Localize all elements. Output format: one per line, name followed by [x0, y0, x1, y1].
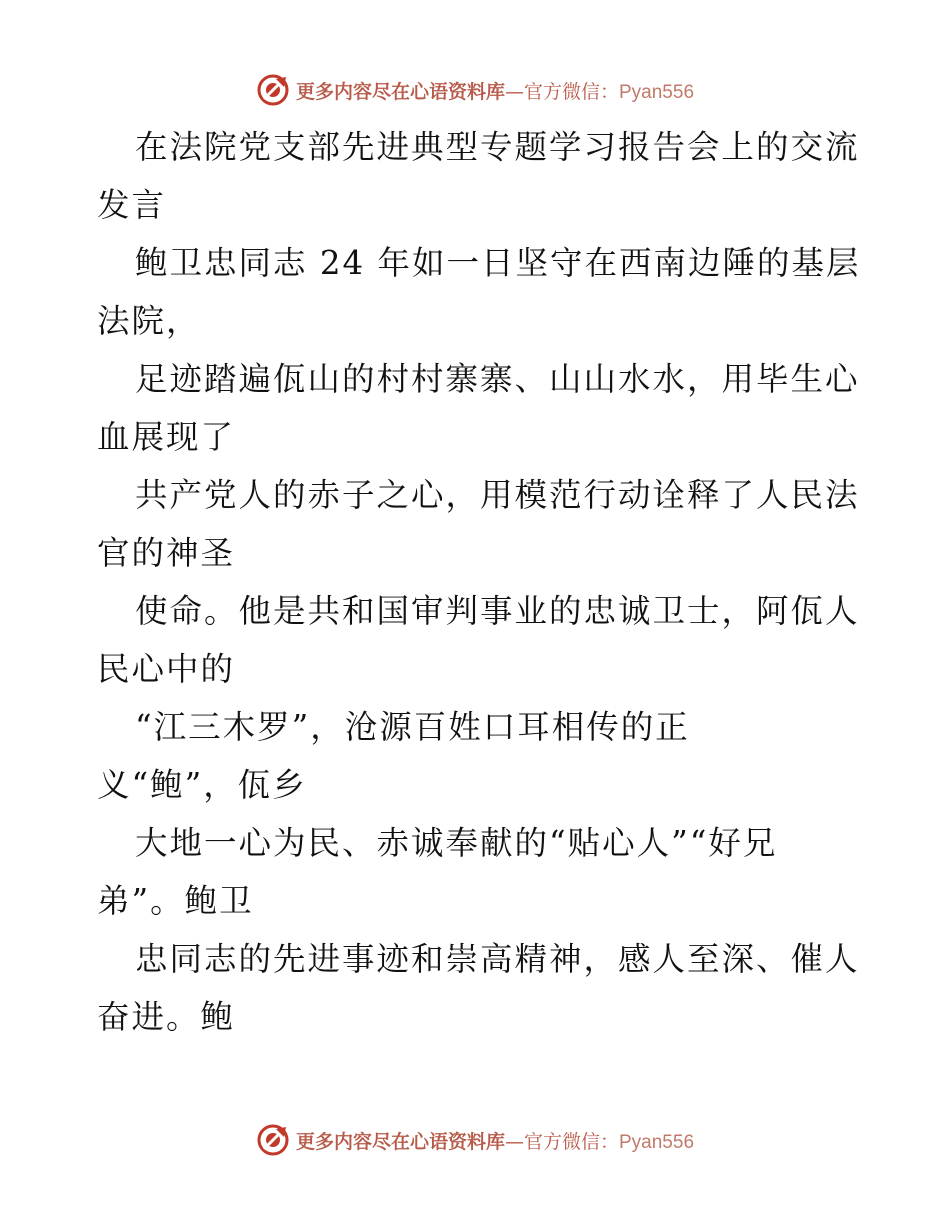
text-line: 忠同志的先进事迹和崇高精神，感人至深、催人	[135, 940, 860, 978]
header-banner	[0, 70, 950, 110]
text-line: 法院，	[97, 302, 201, 340]
text-line: 发言	[97, 186, 167, 224]
banner-brand: 更多内容尽在心语资料库	[295, 1130, 505, 1153]
text-line: 官的神圣	[97, 534, 236, 572]
text-line: “江三木罗”，沧源百姓口耳相传的正	[135, 708, 690, 746]
text-line: 民心中的	[97, 650, 236, 688]
text-line: 大地一心为民、赤诚奉献的“贴心人”“好兄	[135, 824, 778, 862]
logo-icon	[256, 1123, 290, 1157]
banner-wechat-label: 官方微信：	[523, 80, 619, 103]
document-body	[97, 118, 861, 1046]
banner-wechat-id: Pyan556	[619, 81, 695, 103]
text-line: 共产党人的赤子之心，用模范行动诠释了人民法	[135, 476, 860, 514]
text-line: 弟”。鲍卫	[97, 882, 254, 920]
text-line: 足迹踏遍佤山的村村寨寨、山山水水，用毕生心	[135, 360, 860, 398]
footer-banner	[0, 1120, 950, 1160]
banner-wechat-label: 官方微信：	[523, 1130, 619, 1153]
banner-separator: —	[504, 80, 524, 103]
text-line: 义“鲍”，佤乡	[97, 766, 307, 804]
banner-separator: —	[504, 1130, 524, 1153]
text-line: 使命。他是共和国审判事业的忠诚卫士，阿佤人	[135, 592, 860, 630]
banner-brand: 更多内容尽在心语资料库	[295, 80, 505, 103]
banner-text	[296, 77, 694, 104]
text-line: 在法院党支部先进典型专题学习报告会上的交流	[135, 128, 860, 166]
banner-wechat-id: Pyan556	[619, 1131, 695, 1153]
banner-text	[296, 1127, 694, 1154]
logo-icon	[256, 73, 290, 107]
text-line: 鲍卫忠同志 24 年如一日坚守在西南边陲的基层	[135, 244, 861, 282]
text-line: 奋进。鲍	[97, 998, 236, 1036]
text-line: 血展现了	[97, 418, 236, 456]
